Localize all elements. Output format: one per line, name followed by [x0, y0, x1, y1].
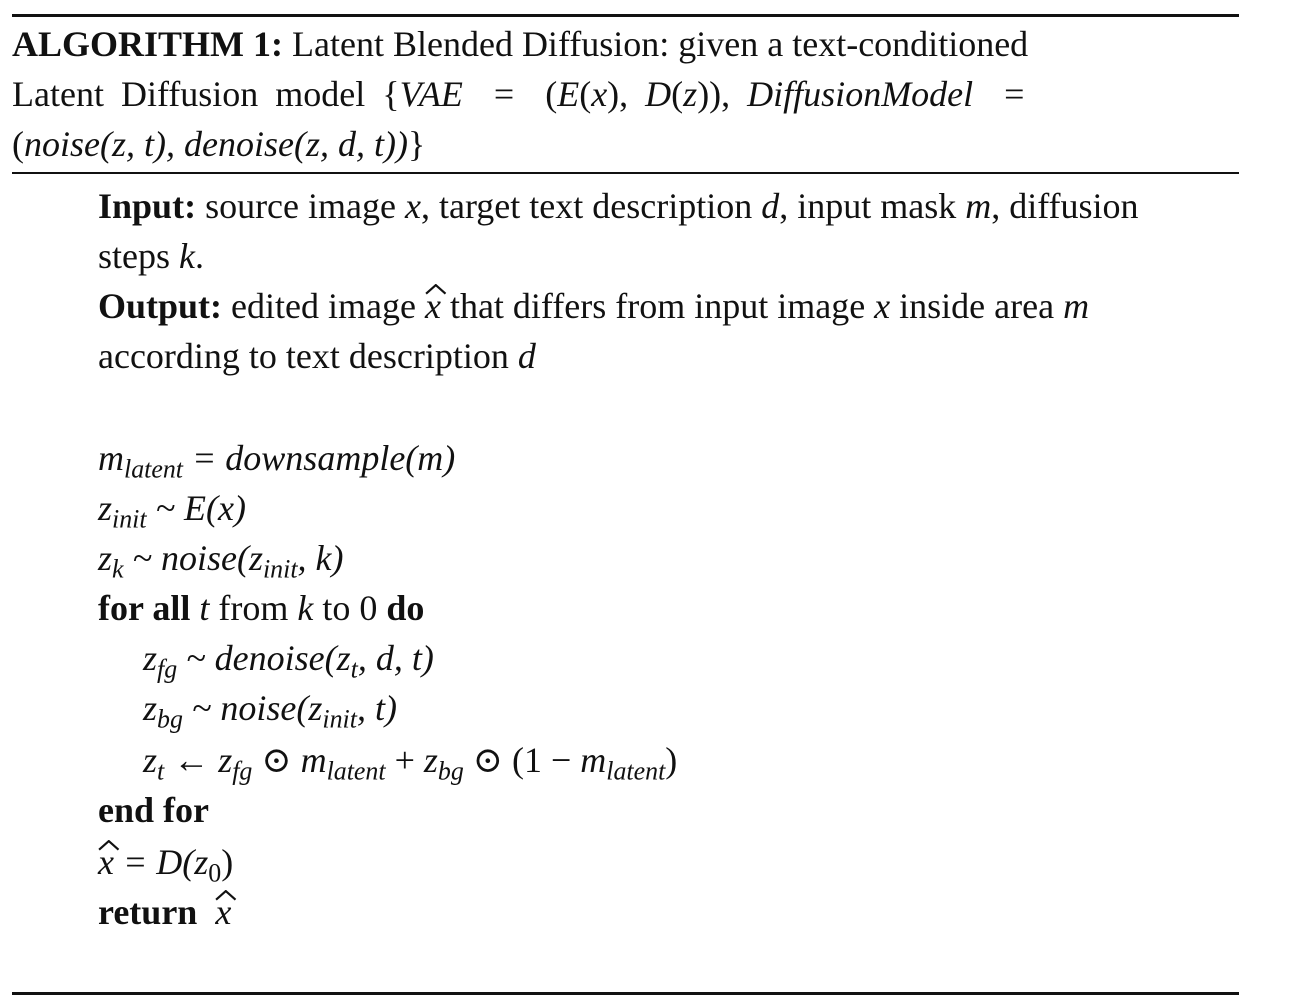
var-m: m [1063, 286, 1090, 326]
var-z: z [143, 638, 158, 678]
end-for-keyword: end for [98, 790, 209, 830]
paren-close: ) [665, 740, 678, 780]
input-label: Input: [98, 186, 197, 226]
var-d: d [517, 336, 536, 376]
output-text: edited image [222, 286, 425, 326]
diffusion-model-symbol: DiffusionModel [747, 74, 974, 114]
subscript: latent [326, 756, 386, 786]
subscript: init [262, 554, 298, 584]
subscript: fg [232, 756, 253, 786]
bottom-rule [12, 992, 1239, 995]
caption-line-2: Latent Diffusion model {VAE = (E(x), D(z)), DiffusionModel = [12, 74, 1025, 114]
var-z: z [218, 740, 233, 780]
caption-text: Latent Diffusion model { [12, 74, 400, 114]
decoder-symbol: D [645, 74, 672, 114]
from-text: from [218, 588, 298, 628]
var-m: m [580, 740, 607, 780]
assign-arrow: ← [164, 740, 219, 780]
caption-title: Latent Blended Diffusion: given a text-conditioned [292, 24, 1029, 64]
equals-sign: = [1004, 74, 1025, 114]
var-x: x [404, 186, 421, 226]
noise-fn: noise [24, 124, 100, 164]
output-text: inside area [890, 286, 1064, 326]
var-z: z [143, 740, 158, 780]
expr: , d, t) [357, 638, 434, 678]
odot-operator: ⊙ [252, 740, 301, 780]
input-line-2 [98, 236, 204, 276]
subscript: t [350, 654, 358, 684]
subscript: bg [437, 756, 464, 786]
caption-line-1 [12, 24, 1028, 64]
denoise-fn: denoise [184, 124, 294, 164]
expr: = downsample(m) [183, 438, 456, 478]
expr: ~ E(x) [146, 488, 246, 528]
input-text: , diffusion [991, 186, 1139, 226]
subscript: fg [157, 654, 178, 684]
output-line-1 [98, 286, 1089, 326]
plus-operator: + [385, 740, 424, 780]
expr: ~ denoise(z [177, 638, 351, 678]
paren: ( [545, 74, 558, 114]
noise-args: (z, t), [100, 124, 184, 164]
var-t: t [190, 588, 219, 628]
output-text: according to text description [98, 336, 518, 376]
var-m: m [965, 186, 992, 226]
expr: , k) [297, 538, 344, 578]
var-m: m [98, 438, 124, 478]
var-x: x [215, 892, 232, 932]
var-z: z [98, 488, 113, 528]
denoise-args: (z, d, t)) [293, 124, 408, 164]
step-encode [98, 488, 246, 534]
step-downsample [98, 438, 456, 484]
output-text: that differs from input image [440, 286, 875, 326]
do-keyword: do [386, 588, 425, 628]
input-text: . [194, 236, 204, 276]
input-line-1 [98, 186, 1139, 226]
return-keyword: return [98, 892, 198, 932]
step-noise-bg [143, 688, 397, 734]
expr: ~ noise(z [123, 538, 263, 578]
vae-symbol: VAE [399, 74, 463, 114]
x-hat-symbol [425, 286, 441, 326]
var-x: x [874, 286, 891, 326]
x-hat-symbol [98, 842, 114, 882]
subscript: bg [157, 704, 183, 734]
brace-close: } [407, 124, 426, 164]
input-text: steps [98, 236, 179, 276]
equals-sign: = [493, 74, 515, 114]
paren-close: ) [221, 842, 234, 882]
to-text: to 0 [313, 588, 387, 628]
var-m: m [300, 740, 327, 780]
var-d: d [761, 186, 780, 226]
subscript: init [112, 504, 147, 534]
expr: = D(z [113, 842, 209, 882]
var-z: z [683, 74, 698, 114]
subscript: t [157, 756, 165, 786]
expr: , t) [356, 688, 397, 728]
algorithm-label: ALGORITHM 1: [12, 24, 284, 64]
expr: (1 − [511, 740, 581, 780]
output-line-2 [98, 336, 536, 376]
var-k: k [297, 588, 314, 628]
step-blend [143, 740, 678, 786]
step-return [98, 892, 231, 932]
subscript: init [322, 704, 357, 734]
for-keyword: for all [98, 588, 191, 628]
var-z: z [98, 538, 113, 578]
var-k: k [179, 236, 195, 276]
input-text: , target text description [420, 186, 762, 226]
caption-rule [12, 172, 1239, 174]
step-decode [98, 842, 234, 888]
top-rule [12, 14, 1239, 17]
step-noise [98, 538, 344, 584]
var-x: x [98, 842, 114, 882]
var-x: x [591, 74, 608, 114]
subscript: k [112, 554, 124, 584]
odot-operator: ⊙ [463, 740, 512, 780]
expr: ~ noise(z [182, 688, 323, 728]
paren-close: )), [697, 74, 731, 114]
subscript: latent [124, 454, 183, 484]
step-for-loop [98, 588, 424, 628]
var-z: z [143, 688, 158, 728]
input-text: source image [196, 186, 405, 226]
output-label: Output: [98, 286, 223, 326]
input-text: , input mask [779, 186, 966, 226]
subscript: latent [606, 756, 666, 786]
var-z: z [423, 740, 438, 780]
var-x: x [424, 286, 441, 326]
caption-line-3: (noise(z, t), denoise(z, d, t))} [12, 124, 426, 164]
subscript: 0 [208, 858, 222, 888]
encoder-symbol: E [557, 74, 580, 114]
step-denoise [143, 638, 434, 684]
step-end-for [98, 790, 209, 830]
x-hat-symbol [215, 892, 231, 932]
